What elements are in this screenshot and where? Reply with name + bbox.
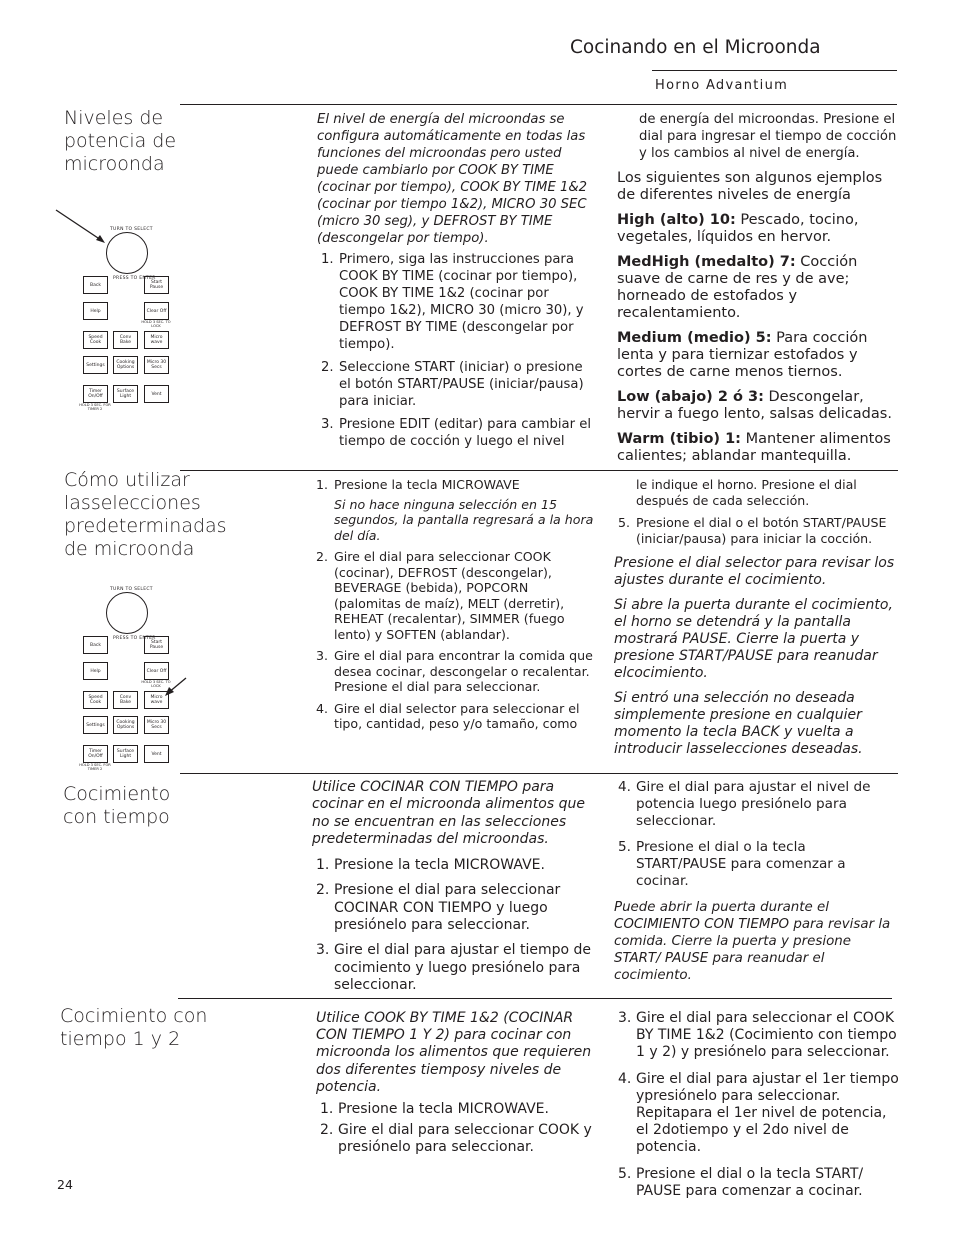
section-divider [180, 773, 898, 774]
power-levels-examples-intro: Los siguientes son algunos ejemplos de diferentes niveles de energía [617, 170, 883, 203]
control-panel-illustration [76, 220, 176, 415]
power-level-medhigh: MedHigh (medalto) 7: Cocción suave de carne de res y de ave; horneado de estofados y recalentamiento. [617, 254, 858, 321]
presets-note: Si entró una selección no deseada simplemente presione en cualquier momento la tecla BACK y vuelta a introducir lasselecciones deseadas. [614, 690, 863, 757]
power-levels-steps [317, 251, 595, 450]
section-divider [180, 104, 897, 105]
list-item: 1. Presione la tecla MICROWAVE. [320, 1101, 549, 1118]
timecook-note: Puede abrir la puerta durante el COCIMIENTO CON TIEMPO para revisar la comida. Cierre la puerta y presione START/ PAUSE para reanudar el cocimiento. [614, 900, 891, 983]
settings-key[interactable]: Settings [83, 716, 108, 734]
presets-steps-a [312, 477, 594, 493]
power-levels-intro: El nivel de energía del microondas se configura automáticamente en todas las funciones del microondas pero usted puede cambiarlo por COOK BY TIME (cocinar por tiempo), COOK BY TIME 1&2 (cocinar por tiempo 1&2), MICRO 30 SEC (micro 30 seg), y DEFROST BY TIME (descongelar por tiempo). [317, 112, 588, 246]
back-key[interactable]: Back [83, 636, 108, 654]
timer-key[interactable]: Timer On/Off [83, 385, 108, 403]
timer-key[interactable]: Timer On/Off [83, 745, 108, 763]
list-item: 4. Gire el dial selector para seleccionar el tipo, cantidad, peso y/o tamaño, como [316, 700, 580, 731]
selector-dial[interactable] [106, 592, 148, 634]
timecook-intro: Utilice COCINAR CON TIEMPO para cocinar en el microonda alimentos que no se encuentran en las selecciones predeterminadas del microondas. [312, 779, 585, 847]
power-level-low: Low (abajo) 2 ó 3: Descongelar, hervir a fuego lento, salsas delicadas. [617, 389, 892, 422]
control-panel-illustration [76, 580, 176, 775]
presets-step1-note: Si no hace ninguna selección en 15 segundos, la pantalla regresará a la hora del día. [334, 496, 594, 543]
timecook-steps [312, 857, 594, 994]
timecook-steps-right [614, 779, 900, 890]
section-divider [178, 998, 892, 999]
clear-off-key[interactable]: Clear Off [144, 662, 169, 680]
surface-light-key[interactable]: Surface Light [113, 745, 138, 763]
presets-note: Presione el dial selector para revisar los ajustes durante el cocimiento. [614, 555, 895, 588]
settings-key[interactable]: Settings [83, 356, 108, 374]
presets-note: Si abre la puerta durante el cocimiento, el horno se detendrá y la pantalla mostrará PAUSE. Cierre la puerta y presione START/PAUSE para reanudar elcocimiento. [614, 597, 893, 681]
section-title-power-levels: Niveles de potencia de microonda [64, 107, 177, 175]
power-level-medium: Medium (medio) 5: Para cocción lenta y para tiernizar estofados y cortes de carne menos tiernos. [617, 330, 868, 380]
power-level-high: High (alto) 10: Pescado, tocino, vegetales, líquidos en hervor. [617, 212, 859, 245]
timecook-col2 [312, 779, 594, 1000]
timer-note: HOLD 3 SEC. FOR TIMER 2 [79, 763, 111, 771]
start-pause-key[interactable]: Start Pause [144, 276, 169, 294]
list-item: 5. Presione el dial o la tecla START/PAUSE para comenzar a cocinar. [618, 839, 846, 889]
page-number: 24 [57, 1177, 73, 1192]
page-header-title: Cocinando en el Microonda [570, 37, 821, 58]
dial-turn-label: TURN TO SELECT [110, 227, 153, 232]
list-item: 3. Presione EDIT (editar) para cambiar el tiempo de cocción y luego el nivel [321, 417, 591, 449]
time12-steps [316, 1101, 594, 1157]
presets-steps-c [614, 515, 900, 546]
list-item: 3. Gire el dial para ajustar el tiempo de cocimiento y luego presiónelo para seleccionar. [316, 942, 592, 993]
list-item: 2. Gire el dial para seleccionar COOK y presiónelo para seleccionar. [320, 1122, 592, 1156]
list-item: 1. Primero, siga las instrucciones para COOK BY TIME (cocinar por tiempo), COOK BY TIME 1&2 (cocinar por tiempo 1&2), MICRO 30 (micro 30), y DEFROST BY TIME (descongelar por tiempo). [321, 252, 584, 352]
presets-col3 [614, 477, 900, 766]
list-item: 5. Presione el dial o la tecla START/ PAUSE para comenzar a cocinar. [618, 1165, 864, 1199]
presets-notes [614, 555, 900, 758]
presets-col2 [312, 477, 594, 738]
power-level-warm: Warm (tibio) 1: Mantener alimentos calientes; ablandar mantequilla. [617, 431, 891, 464]
list-item: 1. Presione la tecla MICROWAVE. [316, 857, 545, 874]
time12-steps-right [614, 1010, 900, 1200]
vent-key[interactable]: Vent [144, 745, 169, 763]
help-key[interactable]: Help [83, 662, 108, 680]
vent-key[interactable]: Vent [144, 385, 169, 403]
micro-30-key[interactable]: Micro 30 Secs [144, 356, 169, 374]
speed-cook-key[interactable]: Speed Cook [83, 691, 108, 709]
microwave-key[interactable]: Micro wave [144, 691, 169, 709]
presets-continued: le indique el horno. Presione el dial después de cada selección. [636, 477, 857, 508]
clear-off-note: HOLD 3 SEC. TO LOCK [141, 320, 171, 328]
back-key[interactable]: Back [83, 276, 108, 294]
section-divider [180, 470, 898, 471]
dial-press-label: PRESS TO ENTER [113, 276, 156, 281]
dial-press-label: PRESS TO ENTER [113, 636, 156, 641]
list-item: 2. Presione el dial para seleccionar COCINAR CON TIEMPO y luego presiónelo para seleccionar. [316, 882, 561, 934]
surface-light-key[interactable]: Surface Light [113, 385, 138, 403]
dial-turn-label: TURN TO SELECT [110, 587, 153, 592]
presets-steps-b [312, 549, 594, 732]
selector-dial[interactable] [106, 232, 148, 274]
list-item: 4. Gire el dial para ajustar el 1er tiempo ypresiónelo para seleccionar. Repitapara el 1er nivel de potencia, el 2dotiempo y el 2do nivel de potencia. [618, 1070, 899, 1156]
power-levels-continued: de energía del microondas. Presione el dial para ingresar el tiempo de cocción y los cambios al nivel de energía. [639, 112, 897, 161]
cooking-options-key[interactable]: Cooking Options [113, 356, 138, 374]
start-pause-key[interactable]: Start Pause [144, 636, 169, 654]
section-title-presets: Cómo utilizar lasselecciones predeterminadas de microonda [64, 469, 227, 560]
time12-col3 [614, 1010, 900, 1206]
help-key[interactable]: Help [83, 302, 108, 320]
conv-bake-key[interactable]: Conv Bake [113, 331, 138, 349]
microwave-key[interactable]: Micro wave [144, 331, 169, 349]
list-item: 5. Presione el dial o el botón START/PAUSE (iniciar/pausa) para iniciar la cocción. [618, 515, 887, 546]
conv-bake-key[interactable]: Conv Bake [113, 691, 138, 709]
pointer-arrow [54, 208, 114, 248]
time12-intro: Utilice COOK BY TIME 1&2 (COCINAR CON TIEMPO 1 Y 2) para cocinar con microonda los alimentos que requieren dos diferentes tiemposy niveles de potencia. [316, 1010, 592, 1095]
list-item: 3. Gire el dial para encontrar la comida que desea cocinar, descongelar o recalentar. Presione el dial para seleccionar. [316, 648, 593, 694]
time12-col2 [316, 1010, 594, 1163]
list-item: 4. Gire el dial para ajustar el nivel de potencia luego presiónelo para seleccionar. [618, 779, 871, 829]
micro-30-key[interactable]: Micro 30 Secs [144, 716, 169, 734]
clear-off-key[interactable]: Clear Off [144, 302, 169, 320]
list-item: 1. Presione la tecla MICROWAVE [316, 477, 520, 492]
power-levels-col3 [617, 111, 899, 473]
power-levels-col2 [317, 111, 595, 456]
timecook-col3 [614, 779, 900, 984]
cooking-options-key[interactable]: Cooking Options [113, 716, 138, 734]
list-item: 2. Gire el dial para seleccionar COOK (cocinar), DEFROST (descongelar), BEVERAGE (bebida), POPCORN (palomitas de maíz), MELT (derretir), REHEAT (recalentar), SIMMER (fuego lento) y SOFTEN (ablandar). [316, 549, 565, 642]
section-title-time-cook-1-2: Cocimiento con tiempo 1 y 2 [60, 1005, 208, 1050]
timer-note: HOLD 3 SEC. FOR TIMER 2 [79, 403, 111, 411]
header-divider [652, 70, 897, 71]
speed-cook-key[interactable]: Speed Cook [83, 331, 108, 349]
list-item: 2. Seleccione START (iniciar) o presione el botón START/PAUSE (iniciar/pausa) para iniciar. [321, 360, 584, 409]
clear-off-note: HOLD 3 SEC. TO LOCK [141, 680, 171, 688]
section-title-time-cook: Cocimiento con tiempo [63, 783, 171, 828]
page-header-subtitle: Horno Advantium [655, 78, 789, 93]
list-item: 3. Gire el dial para seleccionar el COOK BY TIME 1&2 (Cocimiento con tiempo 1 y 2) y presiónelo para seleccionar. [618, 1010, 897, 1061]
